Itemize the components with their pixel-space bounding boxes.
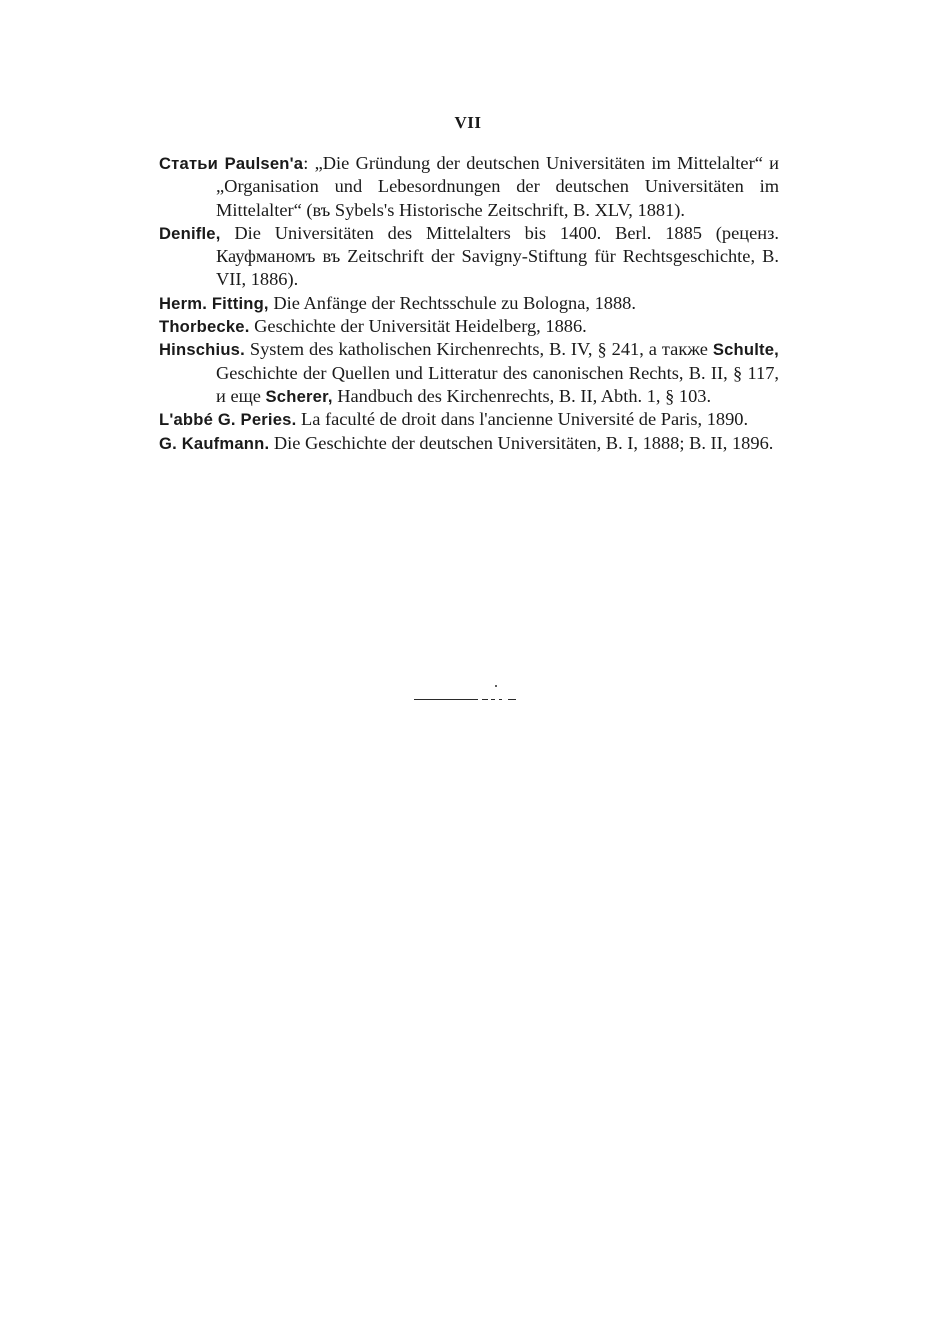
divider-dot bbox=[495, 685, 497, 687]
entry-text: : „Die Gründung der deutschen Universitäten im Mittelalter“ и „Organisation und Lebesordnungen der deutschen Universitäten im Mittelalter“ (въ Sybels's Historische Zeitschrift, B. XLV, 1881). bbox=[216, 153, 779, 220]
entry-text: Die Anfänge der Rechtsschule zu Bologna, 1888. bbox=[268, 292, 636, 313]
entry-author: L'abbé G. Peries. bbox=[159, 410, 297, 430]
entry-author: Статьи Paulsen'a bbox=[159, 154, 304, 173]
entry-text: Geschichte der Quellen und Litteratur des canonischen Rechts, B. II, § 117, и еще bbox=[216, 362, 779, 406]
entry-text: La faculté de droit dans l'ancienne Université de Paris, 1890. bbox=[296, 409, 749, 430]
divider-dash bbox=[499, 699, 502, 700]
bibliography-entry-paulsen bbox=[159, 152, 779, 222]
divider-rule bbox=[414, 699, 478, 700]
entry-author: G. Kaufmann. bbox=[159, 433, 270, 453]
divider-dash bbox=[508, 699, 516, 700]
entry-author: Hinschius. bbox=[159, 340, 245, 360]
page-number: VII bbox=[454, 113, 482, 132]
entry-text: Die Universitäten des Mittelalters bis 1400. Berl. 1885 (реценз. Кауфманомъ въ Zeitschrift der Savigny-Stiftung für Rechtsgeschichte, B. VII, 1886). bbox=[216, 222, 779, 290]
bibliography-entry-denifle bbox=[159, 222, 779, 292]
bibliography-list bbox=[159, 152, 779, 455]
bibliography-entry-fitting bbox=[159, 292, 779, 315]
bibliography-entry-kaufmann bbox=[159, 432, 779, 455]
entry-author: Herm. Fitting, bbox=[159, 293, 269, 313]
section-divider bbox=[414, 697, 522, 703]
entry-author-schulte: Schulte, bbox=[712, 340, 779, 360]
bibliography-entry-thorbecke bbox=[159, 315, 779, 338]
entry-author: Denifle, bbox=[159, 223, 221, 243]
bibliography-entry-hinschius bbox=[159, 338, 779, 408]
divider-dash bbox=[482, 699, 488, 700]
entry-text: Handbuch des Kirchenrechts, B. II, Abth. 1, § 103. bbox=[332, 385, 712, 406]
divider-dash bbox=[491, 699, 495, 700]
entry-text: System des katholischen Kirchenrechts, B. IV, § 241, а также bbox=[244, 339, 713, 360]
entry-text: Die Geschichte der deutschen Universitäten, B. I, 1888; B. II, 1896. bbox=[269, 432, 774, 453]
entry-author-scherer: Scherer, bbox=[265, 386, 333, 406]
entry-text: Geschichte der Universität Heidelberg, 1886. bbox=[249, 316, 587, 337]
entry-author: Thorbecke. bbox=[159, 317, 250, 337]
bibliography-entry-peries bbox=[159, 408, 779, 431]
